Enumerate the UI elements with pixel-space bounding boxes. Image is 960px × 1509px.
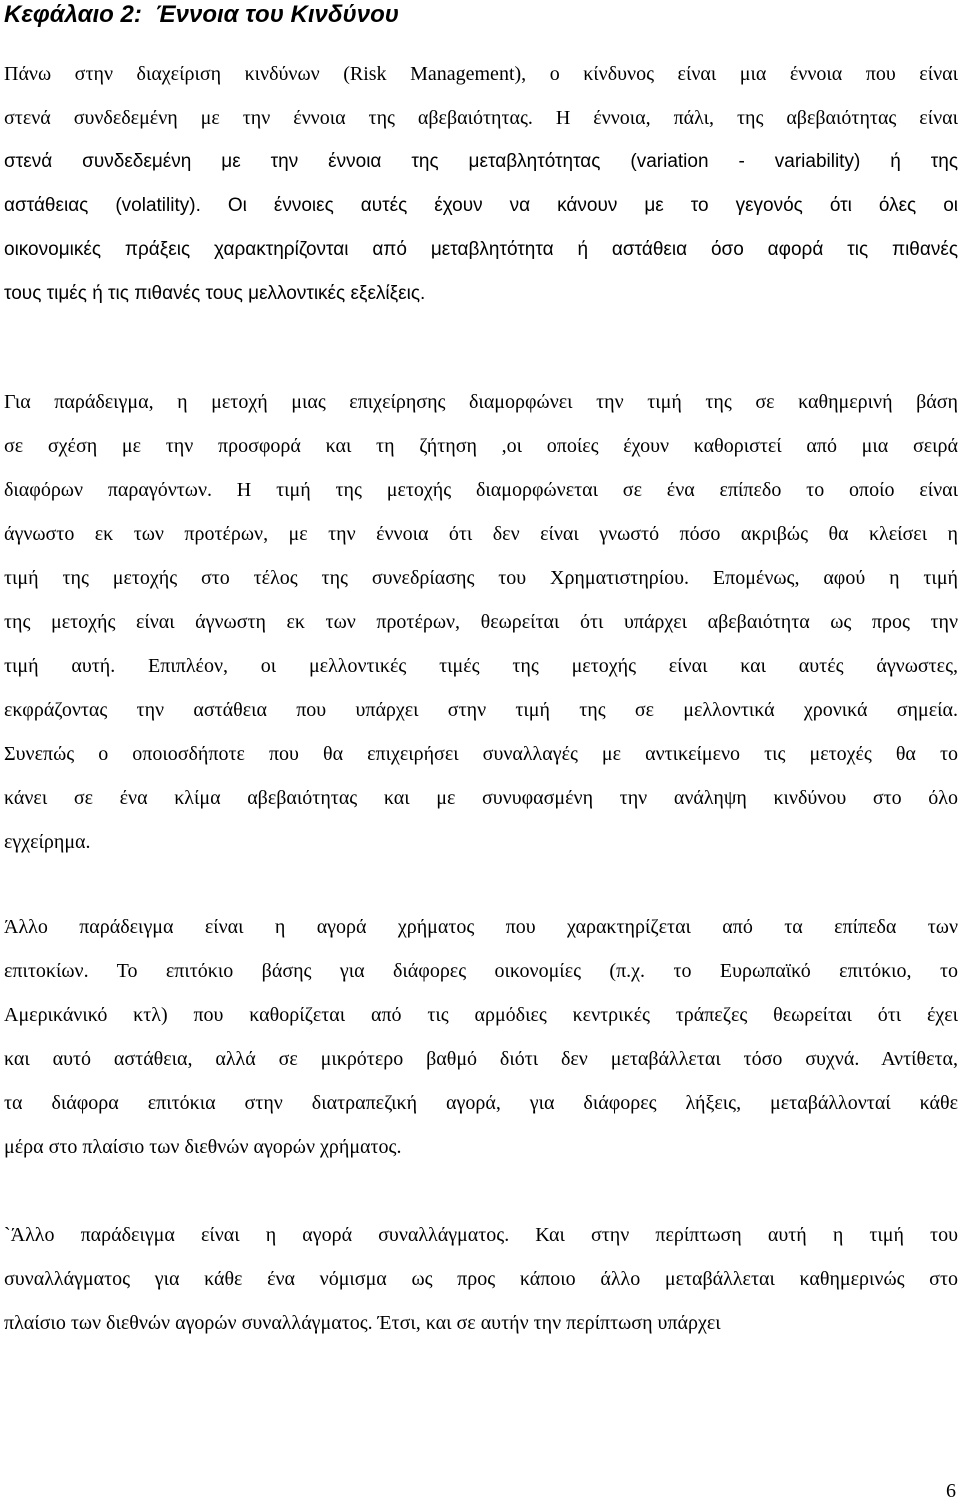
text-line: της μετοχής είναι άγνωστη εκ των προτέρων, θεωρείται ότι υπάρχει αβεβαιότητα ως προς την: [4, 611, 958, 633]
text-line: μέρα στο πλαίσιο των διεθνών αγορών χρήματος.: [4, 1136, 402, 1158]
text-line: τους τιμές ή τις πιθανές τους μελλοντικές εξελίξεις.: [4, 283, 426, 304]
page-number: 6: [946, 1480, 956, 1502]
text-line: πλαίσιο των διεθνών αγορών συναλλάγματος. Έτσι, και σε αυτήν την περίπτωση υπάρχει: [4, 1312, 721, 1334]
text-line: `Άλλο παράδειγμα είναι η αγορά συναλλάγματος. Και στην περίπτωση αυτή η τιμή του: [4, 1224, 958, 1246]
text-line: τιμή της μετοχής στο τέλος της συνεδρίασης του Χρηματιστηρίου. Επομένως, αφού η τιμή: [4, 567, 958, 589]
text-line: σε σχέση με την προσφορά και τη ζήτηση ,οι οποίες έχουν καθοριστεί από μια σειρά: [4, 435, 958, 457]
text-line: αστάθειας (volatility). Οι έννοιες αυτές έχουν να κάνουν με το γεγονός ότι όλες οι: [4, 195, 958, 216]
text-line: τα διάφορα επιτόκια στην διατραπεζική αγορά, για διάφορες λήξεις, μεταβάλλονταί κάθε: [4, 1092, 958, 1114]
text-line: στενά συνδεδεμένη με την έννοια της αβεβαιότητας. Η έννοια, πάλι, της αβεβαιότητας είναι: [4, 107, 958, 129]
text-line: Συνεπώς ο οποιοσδήποτε που θα επιχειρήσει συναλλαγές με αντικείμενο τις μετοχές θα το: [4, 743, 958, 765]
text-line: διαφόρων παραγόντων. Η τιμή της μετοχής διαμορφώνεται σε ένα επίπεδο το οποίο είναι: [4, 479, 958, 501]
text-line: συναλλάγματος για κάθε ένα νόμισμα ως προς κάποιο άλλο μεταβάλλεται καθημερινώς στο: [4, 1268, 958, 1290]
text-line: Πάνω στην διαχείριση κινδύνων (Risk Management), ο κίνδυνος είναι μια έννοια που είναι: [4, 63, 958, 85]
text-line: εκφράζοντας την αστάθεια που υπάρχει στην τιμή της σε μελλοντικά χρονικά σημεία.: [4, 699, 958, 721]
text-line: και αυτό αστάθεια, αλλά σε μικρότερο βαθμό διότι δεν μεταβάλλεται τόσο συχνά. Αντίθετα,: [4, 1048, 958, 1070]
text-line: Αμερικάνικό κτλ) που καθορίζεται από τις αρμόδιες κεντρικές τράπεζες θεωρείται ότι έχει: [4, 1004, 958, 1026]
text-line: κάνει σε ένα κλίμα αβεβαιότητας και με συνυφασμένη την ανάληψη κινδύνου στο όλο: [4, 787, 958, 809]
text-line: Άλλο παράδειγμα είναι η αγορά χρήματος που χαρακτηρίζεται από τα επίπεδα των: [4, 916, 958, 938]
text-line: Για παράδειγμα, η μετοχή μιας επιχείρησης διαμορφώνει την τιμή της σε καθημερινή βάση: [4, 391, 958, 413]
chapter-title: Κεφάλαιο 2: Έννοια του Κινδύνου: [4, 1, 399, 28]
text-line: επιτοκίων. Το επιτόκιο βάσης για διάφορες οικονομίες (π.χ. το Ευρωπαϊκό επιτόκιο, το: [4, 960, 958, 982]
text-line: άγνωστο εκ των προτέρων, με την έννοια ότι δεν είναι γνωστό πόσο ακριβώς θα κλείσει η: [4, 523, 958, 545]
text-line: στενά συνδεδεμένη με την έννοια της μεταβλητότητας (variation - variability) ή της: [4, 151, 958, 172]
text-line: εγχείρημα.: [4, 831, 91, 853]
text-line: τιμή αυτή. Επιπλέον, οι μελλοντικές τιμές της μετοχής είναι και αυτές άγνωστες,: [4, 655, 958, 677]
text-line: οικονομικές πράξεις χαρακτηρίζονται από μεταβλητότητα ή αστάθεια όσο αφορά τις πιθανές: [4, 239, 958, 260]
